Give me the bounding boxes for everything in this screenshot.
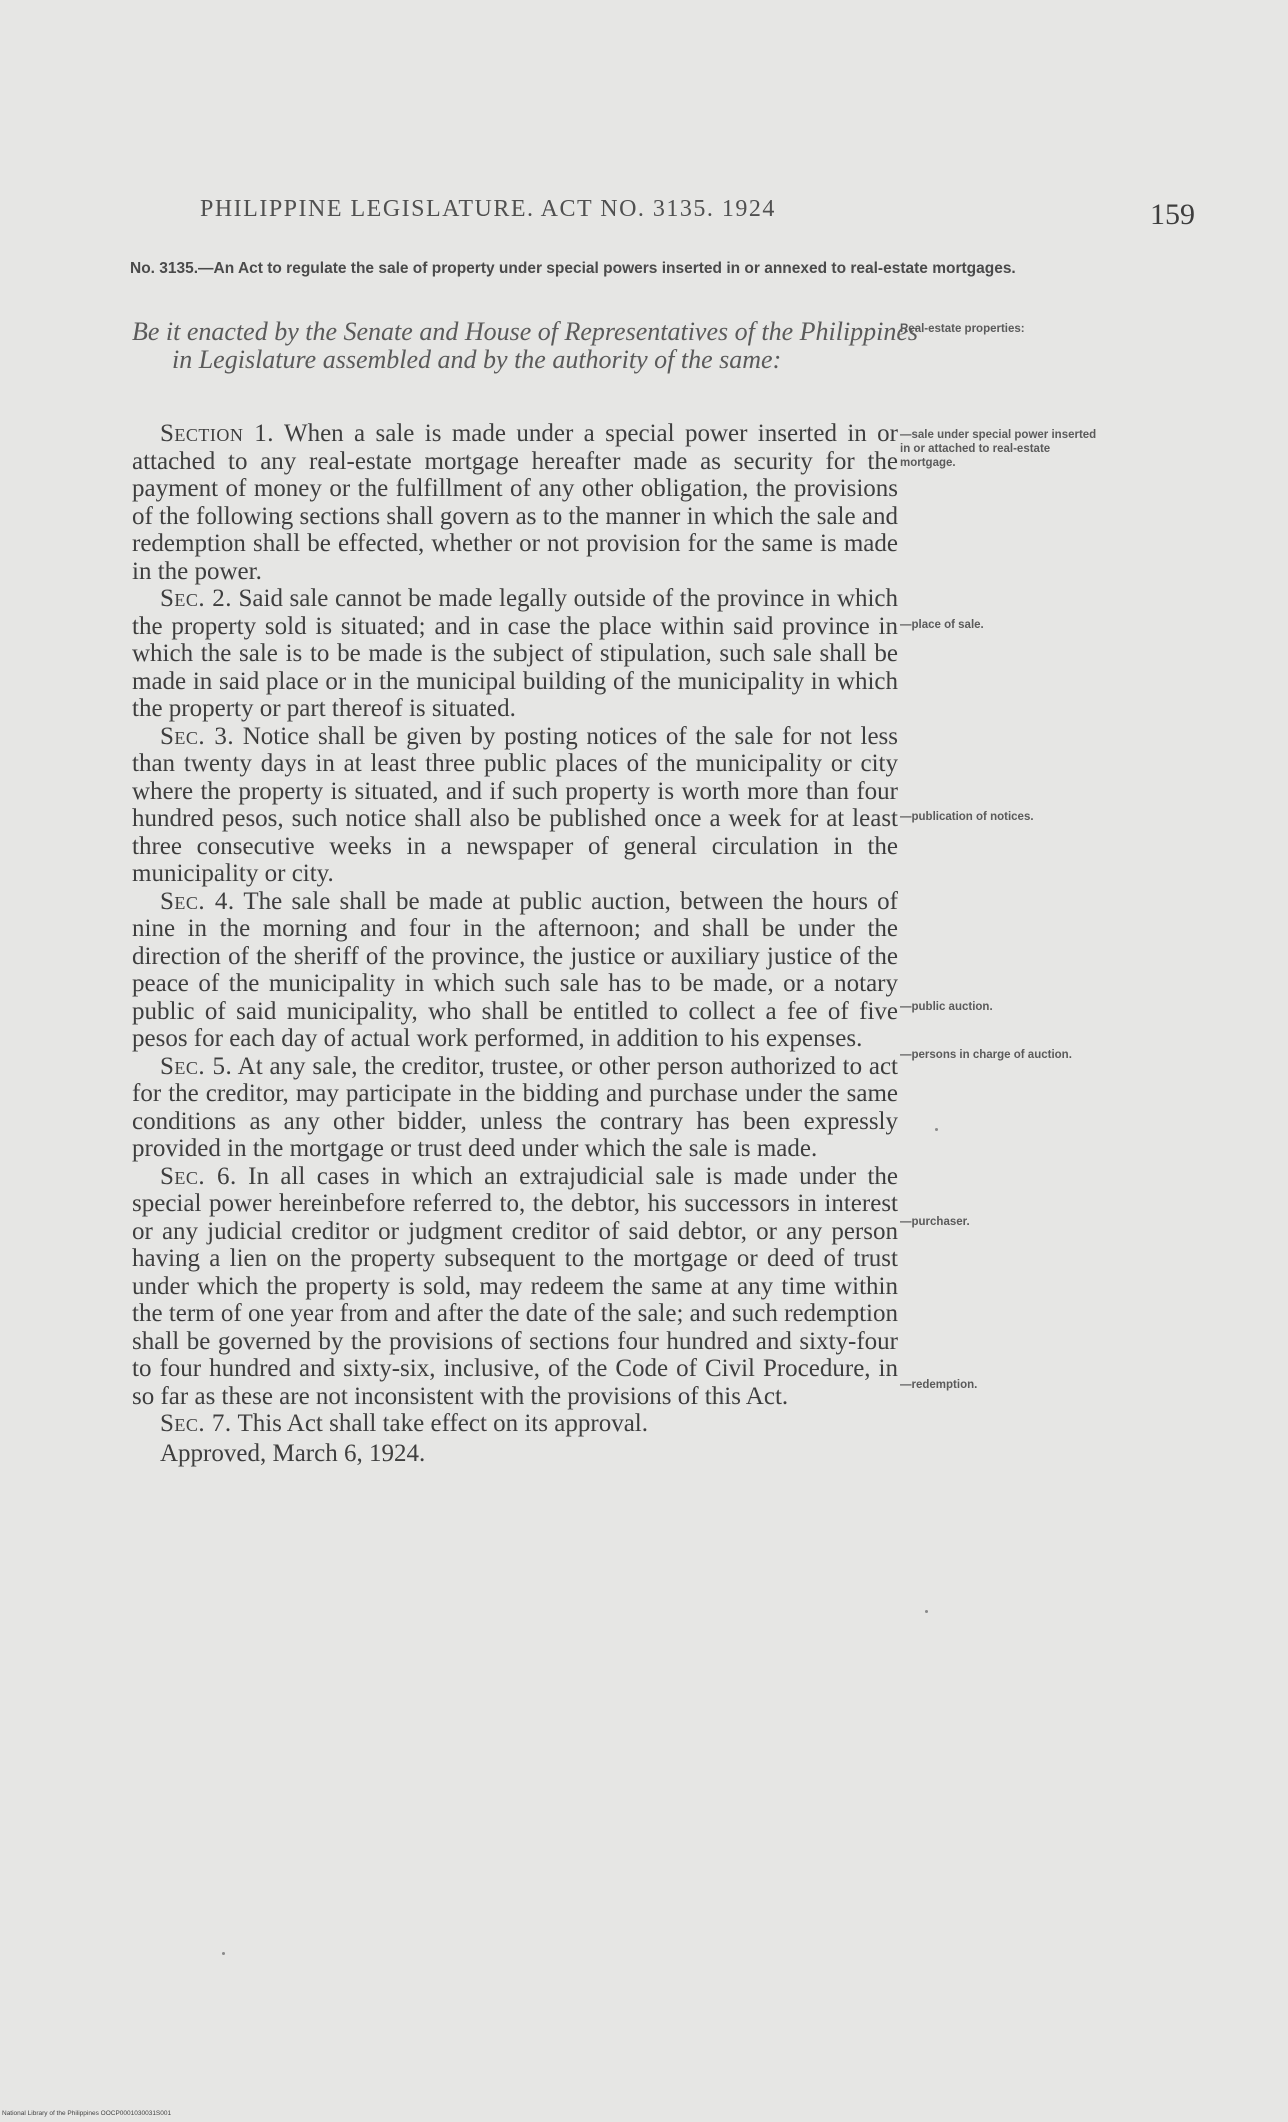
scan-speck [222, 1952, 225, 1955]
section-5 [132, 1053, 898, 1163]
approval-line: Approved, March 6, 1924. [160, 1439, 426, 1467]
page-number: 159 [1150, 198, 1195, 231]
scan-speck [935, 1128, 938, 1131]
section-text: Notice shall be given by posting notices of the sale for not less than twenty days in at least three public places of the municipality or city where the property is situated, and if such property is worth more than four hundred pesos, such notice shall also be published once a week for at least three consecutive weeks in a newspaper of general circulation in the municipality or city. [132, 722, 899, 887]
marginal-note: Real-estate properties: [900, 323, 1025, 335]
section-text: At any sale, the creditor, trustee, or other person authorized to act for the creditor, may participate in the bidding and purchase under the same conditions as any other bidder, unless the contrary has been expressly provided in the mortgage or trust deed under which the sale is made. [132, 1052, 899, 1162]
marginal-note: —public auction. [900, 1001, 993, 1013]
section-7 [132, 1410, 898, 1438]
section-text: This Act shall take effect on its approval. [237, 1410, 649, 1437]
act-body [132, 420, 898, 1467]
section-3 [132, 723, 898, 888]
section-text: When a sale is made under a special power inserted in or attached to any real-estate mortgage hereafter made as security for the payment of money or the fulfillment of any other obligation, the provisions of the following sections shall govern as to the manner in which the sale and redemption shall be effected, whether or not provision for the same is made in the power. [132, 420, 898, 585]
section-4 [132, 888, 898, 1053]
section-label: Sec. 5. [160, 1052, 233, 1080]
marginal-note: —purchaser. [900, 1216, 970, 1228]
running-head: PHILIPPINE LEGISLATURE. ACT NO. 3135. 1924 [200, 196, 776, 222]
act-title: No. 3135.—An Act to regulate the sale of property under special powers inserted in or annexed to real-estate mortgages. [130, 260, 1016, 277]
section-6 [132, 1163, 898, 1411]
marginal-note: —publication of notices. [900, 811, 1034, 823]
section-2 [132, 585, 898, 723]
section-label: Sec. 2. [160, 585, 232, 612]
scan-speck [925, 1610, 928, 1613]
section-text: In all cases in which an extrajudicial sale is made under the special power hereinbefore referred to, the debtor, his successors in interest or any judicial creditor or judgment creditor of said debtor, or any person having a lien on the property subsequent to the mortgage or deed of trust under which the property is sold, may redeem the same at any time within the term of one year from and after the date of the sale; and such redemption shall be governed by the provisions of sections four hundred and sixty-four to four hundred and sixty-six, inclusive, of the Code of Civil Procedure, in so far as these are not inconsistent with the provisions of this Act. [132, 1162, 899, 1410]
marginal-note: —persons in charge of auction. [900, 1049, 1072, 1061]
marginal-note: —sale under special power inserted in or attached to real-estate mortgage. [900, 429, 1097, 469]
section-label: Sec. 3. [160, 722, 235, 750]
enacting-clause: Be it enacted by the Senate and House of Representatives of the Philippines in Legislature assembled and by the authority of the same: [132, 317, 919, 374]
section-label: Sec. 7. [160, 1410, 232, 1437]
marginal-note: —place of sale. [900, 619, 984, 631]
scan-credit: National Library of the Philippines OOCP0001030031S001 [2, 2110, 172, 2117]
section-text: Said sale cannot be made legally outside of the province in which the property sold is situated; and in case the place within said province in which the sale is to be made is the subject of stipulation, such sale shall be made in said place or in the municipal building of the municipality in which the property or part thereof is situated. [132, 585, 898, 722]
section-1 [132, 420, 898, 585]
section-label: Section 1. [160, 420, 275, 447]
section-label: Sec. 4. [160, 887, 235, 915]
section-label: Sec. 6. [160, 1162, 237, 1190]
section-text: The sale shall be made at public auction, between the hours of nine in the morning and four in the afternoon; and shall be under the direction of the sheriff of the province, the justice or auxiliary justice of the peace of the municipality in which such sale has to be made, or a notary public of said municipality, who shall be entitled to collect a fee of five pesos for each day of actual work performed, in addition to his expenses. [132, 887, 898, 1052]
marginal-note: —redemption. [900, 1379, 978, 1391]
